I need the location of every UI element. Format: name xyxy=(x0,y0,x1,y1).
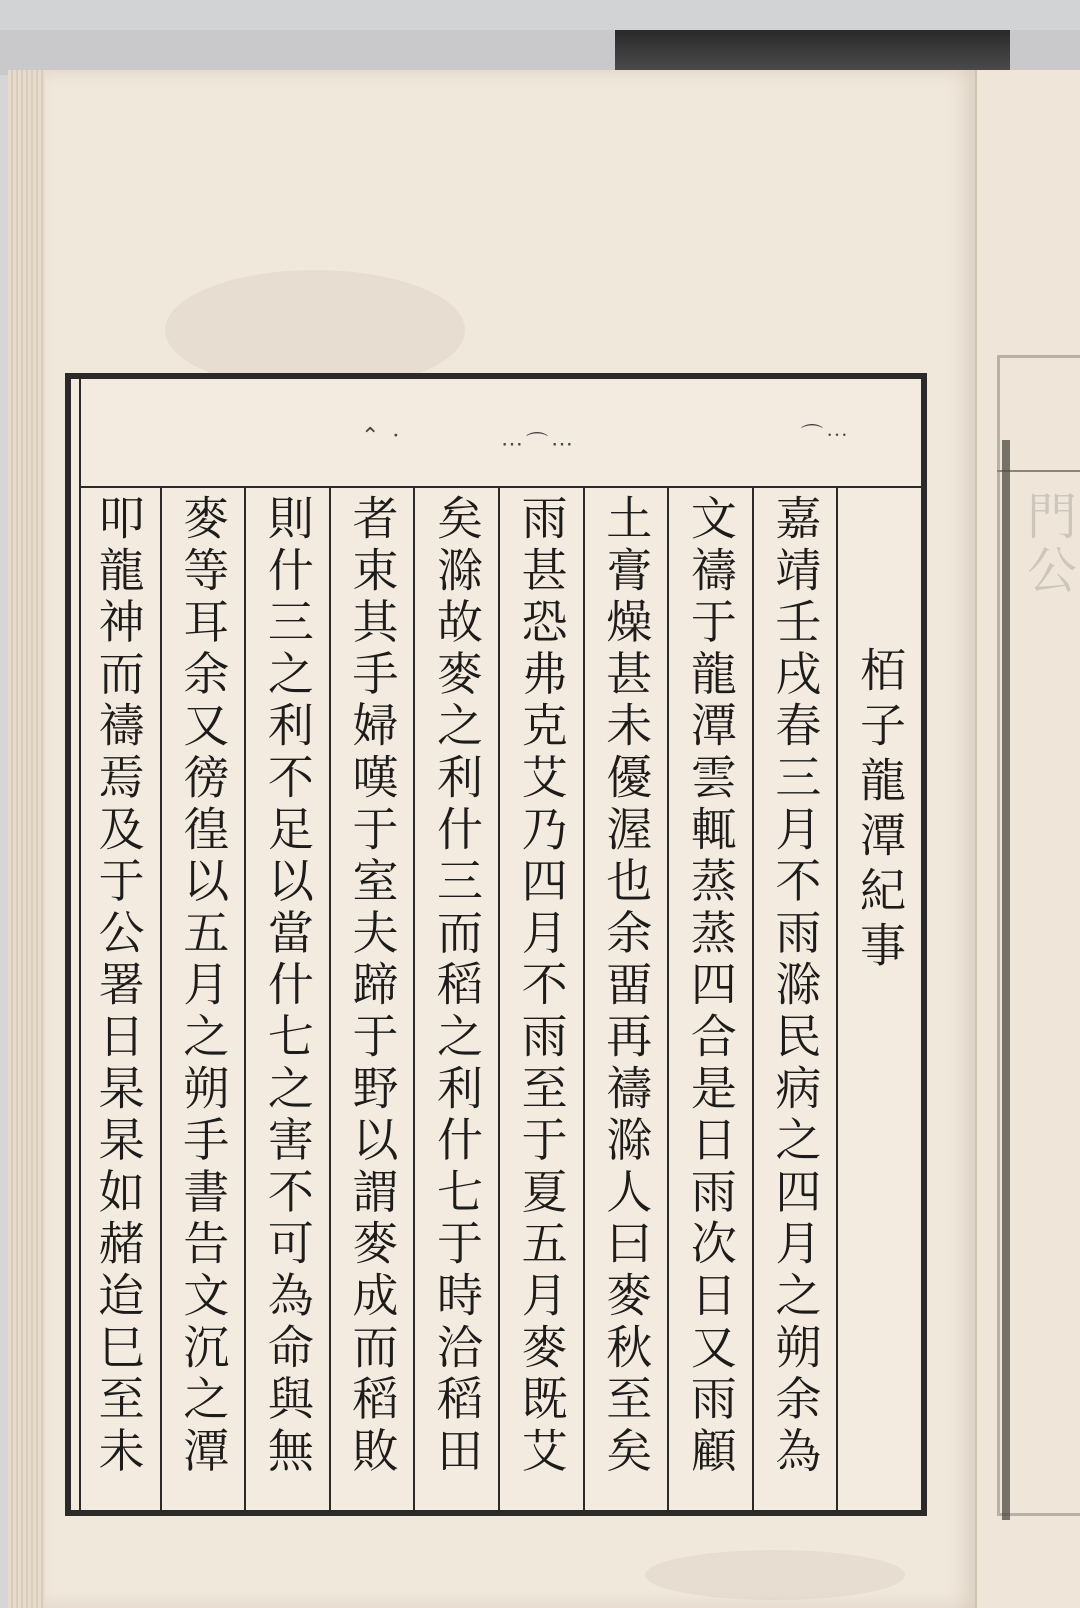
scan-background xyxy=(0,0,1080,30)
text-columns xyxy=(81,486,921,1510)
text-column: 者束其手婦嘆于室夫蹄于野以謂麥成而稻敗 xyxy=(329,486,414,1510)
fishtail-mark: ⌒⋯ xyxy=(801,424,852,449)
text-column: 文禱于龍潭雲輒蒸蒸四合是日雨次日又雨顧 xyxy=(667,486,752,1510)
text-column: 麥等耳余又徬徨以五月之朔手書告文沉之潭 xyxy=(160,486,245,1510)
printed-frame xyxy=(65,373,927,1516)
text-column: 土膏燥甚未優渥也余畱再禱滁人曰麥秋至矣 xyxy=(583,486,668,1510)
frame-inner-border xyxy=(79,379,921,1510)
facing-page-border xyxy=(1002,440,1010,1520)
facing-page-bleed-text: 門公 xyxy=(1019,490,1077,598)
fishtail-header xyxy=(81,379,921,488)
paper-stain xyxy=(165,270,465,390)
text-column: 叩龍神而禱焉及于公署日杲杲如赭迨巳至未 xyxy=(91,494,146,1479)
book-cover-edge xyxy=(615,30,1010,70)
paper-stain xyxy=(645,1550,905,1600)
text-column: 嘉靖壬戌春三月不雨滁民病之四月之朔余為 xyxy=(752,486,837,1510)
fishtail-mark: ⌃ · xyxy=(361,424,403,449)
facing-page xyxy=(975,70,1080,1608)
text-column: 雨甚恐弗克艾乃四月不雨至于夏五月麥既艾 xyxy=(498,486,583,1510)
text-column: 則什三之利不足以當什七之害不可為命與無 xyxy=(244,486,329,1510)
fishtail-mark: ⋯⌒⋯ xyxy=(501,432,577,457)
text-column: 矣滁故麥之利什三而稻之利什七于時洽稻田 xyxy=(413,486,498,1510)
document-title: 栢子龍潭紀事 xyxy=(836,486,921,1510)
